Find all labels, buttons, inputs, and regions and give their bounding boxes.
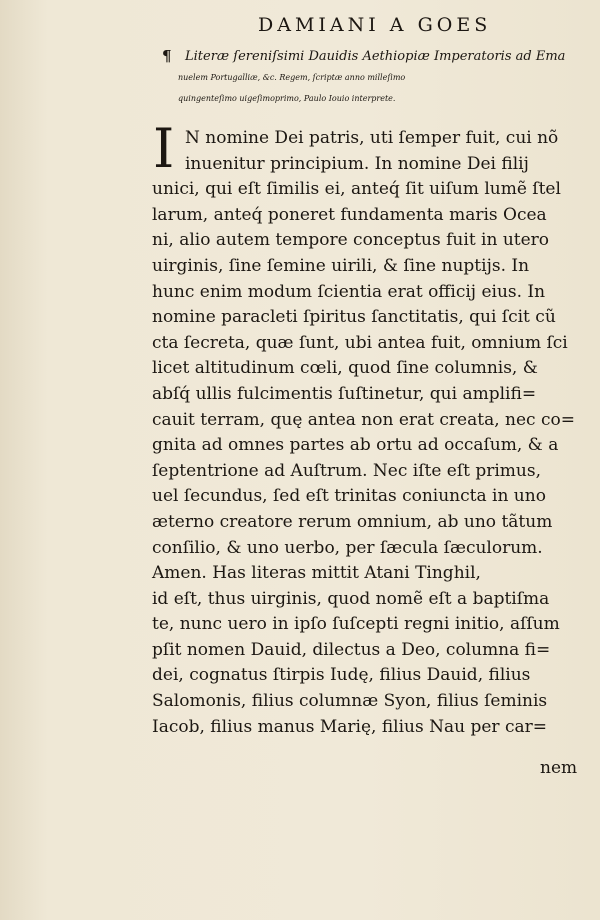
body-line: conſilio, & uno uerbo, per ſæcula ſæculorum. [152,537,543,558]
body-line: larum, anteq́ poneret fundamenta maris Ocea [152,204,547,225]
body-line: cauit terram, quę antea non erat creata, nec co= [152,409,575,430]
body-line: cta ſecreta, quæ ſunt, ubi antea fuit, omnium ſci [152,332,568,353]
body-line: hunc enim modum ſcientia erat officij eius. In [152,281,546,302]
body-line: licet altitudinum cœli, quod ſine columnis, & [152,358,538,379]
body-line: abſq́ ullis fulcimentis ſuſtinetur, qui amplifi= [152,383,537,404]
running-head: DAMIANI A GOES [258,14,492,36]
body-line: inuenitur principium. In nomine Dei filij [185,153,529,174]
body-line: Amen. Has literas mittit Atani Tinghil, [152,563,481,584]
body-line: æterno creatore rerum omnium, ab uno tãtum [152,511,553,532]
letter-heading [162,46,593,109]
body-line: unici, qui eſt ſimilis ei, anteq́ ſit uiſum lumẽ ſtel [152,179,561,200]
letter-body [152,126,586,740]
heading-line: quingenteſimo uigeſimoprimo, Paulo Iouio interprete. [178,94,396,103]
catchword: nem [540,758,578,778]
body-line: dei, cognatus ſtirpis Iudę, filius Dauid, filius [152,665,531,686]
body-line: Iacob, filius manus Marię, filius Nau per car= [152,716,547,737]
body-line: gnita ad omnes partes ab ortu ad occaſum, & a [152,435,559,456]
body-line: te, nunc uero in ipſo ſuſcepti regni initio, aſſum [152,614,560,635]
heading-line: Literæ ſereniſsimi Dauidis Aethiopiæ Imperatoris ad Ema [185,49,566,64]
body-line: N nomine Dei patris, uti ſemper fuit, cui nõ [185,128,559,148]
body-line: ni, alio autem tempore conceptus fuit in utero [152,230,550,251]
body-line: ſeptentrione ad Auſtrum. Nec iſte eſt primus, [152,460,542,481]
body-line: Salomonis, filius columnæ Syon, filius ſeminis [152,691,548,712]
body-line: nomine paracleti ſpiritus ſanctitatis, qui ſcit cũ [152,307,556,328]
body-line: pſit nomen Dauid, dilectus a Deo, columna fi= [152,639,551,660]
body-line: uirginis, ſine ſemine uirili, & ſine nuptijs. In [152,255,530,276]
heading-line: nuelem Portugalliæ, &c. Regem, ſcriptæ anno milleſimo [178,73,406,82]
drop-cap: I [153,117,175,180]
body-line: id eſt, thus uirginis, quod nomẽ eſt a baptiſma [152,588,550,609]
pilcrow-mark: ¶ [162,47,172,65]
body-line: uel ſecundus, ſed eſt trinitas coniuncta in uno [152,486,546,507]
